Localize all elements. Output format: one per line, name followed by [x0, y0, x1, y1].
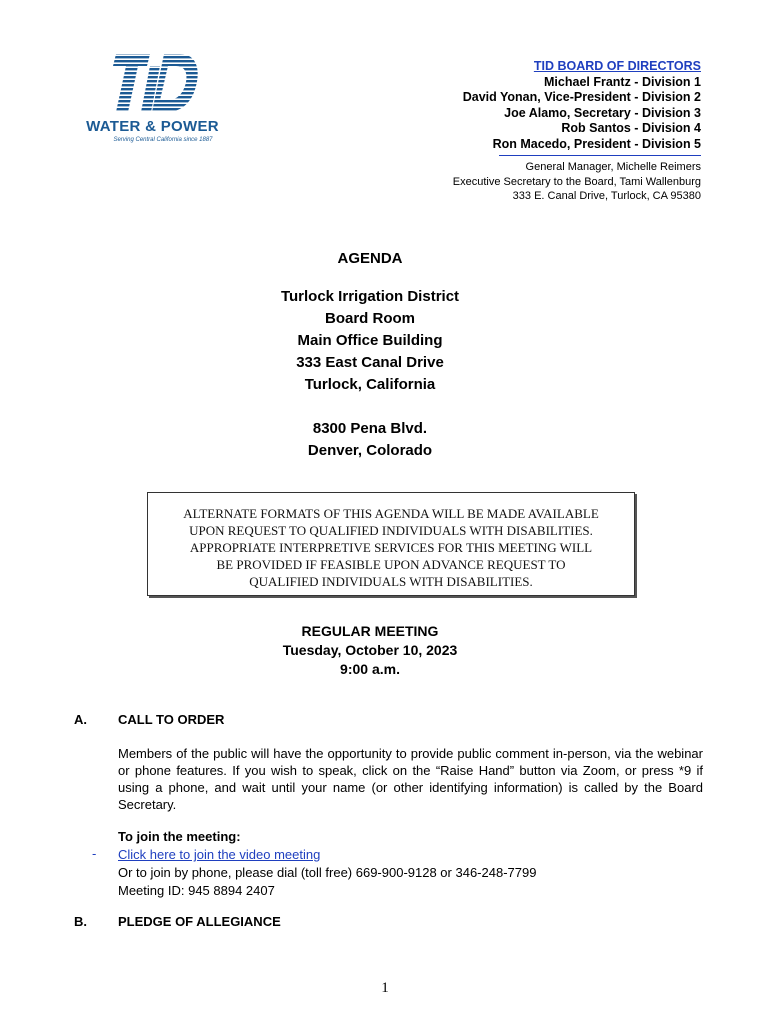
phone-dial-info: Or to join by phone, please dial (toll free) 669-900-9128 or 346-248-7799: [118, 865, 537, 880]
location-line: Turlock, California: [304, 376, 436, 393]
tid-logo-mark: [110, 52, 200, 116]
page-number: 1: [381, 980, 389, 996]
meeting-info: [0, 622, 740, 679]
staff-line: 333 E. Canal Drive, Turlock, CA 95380: [512, 190, 701, 202]
notice-line: UPON REQUEST TO QUALIFIED INDIVIDUALS WITH DISABILITIES.: [189, 523, 593, 538]
location-line: Turlock Irrigation District: [280, 288, 460, 305]
staff-line: General Manager, Michelle Reimers: [525, 161, 701, 173]
logo-tagline: Serving Central California since 1887: [113, 137, 213, 143]
location-line: Board Room: [325, 310, 415, 327]
section-title: PLEDGE OF ALLEGIANCE: [118, 914, 281, 929]
section-letter: A.: [74, 712, 87, 727]
board-of-directors-block: [453, 59, 701, 204]
meeting-type: REGULAR MEETING: [301, 623, 439, 639]
location-line: Main Office Building: [297, 332, 443, 349]
board-title: TID BOARD OF DIRECTORS: [533, 59, 701, 73]
alternate-location: [0, 418, 740, 462]
bullet-dash: -: [92, 846, 97, 861]
divider: [499, 155, 701, 156]
board-member: Michael Frantz - Division 1: [544, 74, 701, 89]
meeting-time: 9:00 a.m.: [340, 661, 400, 677]
alt-location-line: Denver, Colorado: [307, 442, 433, 459]
notice-line: QUALIFIED INDIVIDUALS WITH DISABILITIES.: [249, 574, 533, 589]
board-member: David Yonan, Vice-President - Division 2: [462, 90, 701, 104]
join-title: To join the meeting:: [118, 829, 241, 844]
accessibility-notice-box: [147, 492, 635, 596]
staff-line: Executive Secretary to the Board, Tami Wallenburg: [452, 175, 701, 188]
alt-location-line: 8300 Pena Blvd.: [312, 420, 428, 437]
public-comment-paragraph: Members of the public will have the opportunity to provide public comment in-person, via the webinar or phone features. If you wish to speak, click on the “Raise Hand” button via Zoom, or press *9 if using a phone, and wait until your name (or other identifying information) is called by the Board Secretary.: [118, 746, 703, 812]
location-line: 333 East Canal Drive: [296, 354, 444, 371]
section-title: CALL TO ORDER: [118, 712, 225, 727]
notice-line: ALTERNATE FORMATS OF THIS AGENDA WILL BE MADE AVAILABLE: [183, 506, 599, 521]
video-meeting-link[interactable]: Click here to join the video meeting: [118, 847, 321, 862]
board-member: Ron Macedo, President - Division 5: [492, 136, 701, 151]
meeting-id: Meeting ID: 945 8894 2407: [118, 883, 275, 898]
board-member: Rob Santos - Division 4: [561, 121, 701, 135]
notice-line: BE PROVIDED IF FEASIBLE UPON ADVANCE REQUEST TO: [216, 557, 566, 572]
tid-logo: [80, 52, 225, 148]
notice-line: APPROPRIATE INTERPRETIVE SERVICES FOR THIS MEETING WILL: [189, 540, 593, 555]
meeting-date: Tuesday, October 10, 2023: [282, 642, 458, 658]
logo-brand-text: WATER & POWER: [86, 118, 219, 135]
agenda-title: AGENDA: [337, 250, 403, 267]
join-meeting-block: [118, 828, 536, 900]
board-member: Joe Alamo, Secretary - Division 3: [504, 105, 701, 120]
meeting-location: [0, 286, 740, 396]
section-letter: B.: [74, 914, 87, 929]
